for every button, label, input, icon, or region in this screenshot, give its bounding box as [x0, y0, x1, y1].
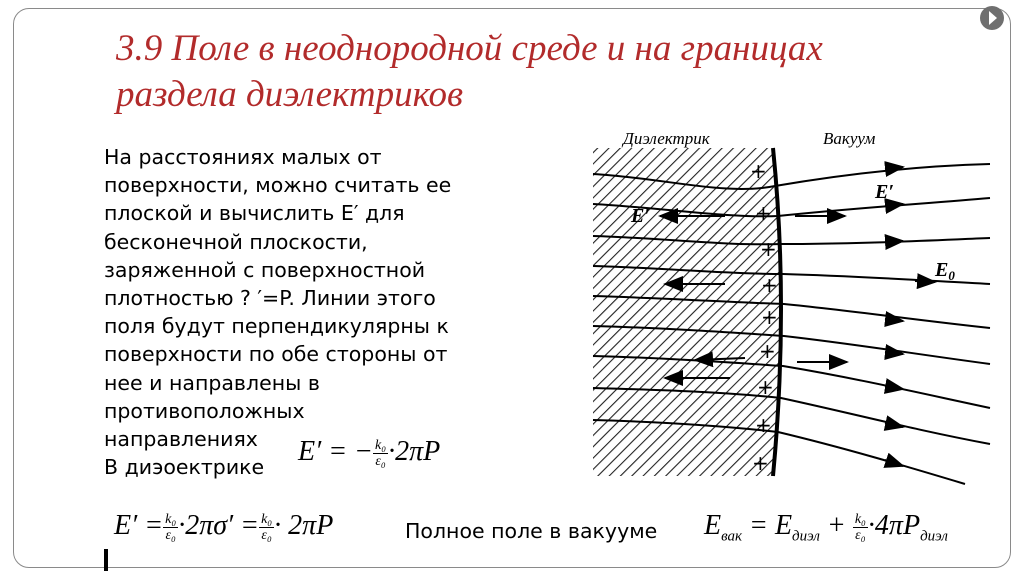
fraction: [373, 438, 388, 469]
label-e-prime-vacuum: E′: [875, 181, 894, 203]
formula-dielectric: [114, 510, 333, 543]
label-e0: [934, 259, 955, 283]
denominator: ε₀: [375, 454, 386, 470]
numerator: k₀: [375, 438, 387, 454]
plus-sign: +: [819, 510, 853, 541]
formula-e-prime: [298, 436, 440, 469]
charge-plus: +: [757, 375, 774, 399]
charge-plus: +: [755, 413, 772, 437]
charge-plus: +: [761, 305, 778, 329]
text-cursor-mark: [104, 549, 108, 571]
formula-rhs: ·4πP: [867, 510, 921, 541]
formula-lhs: E′ =: [114, 510, 164, 541]
formula-rhs: · 2πP: [274, 510, 334, 541]
e0-subscript: 0: [948, 268, 955, 283]
subscript: вак: [721, 528, 743, 545]
dielectric-region: [593, 148, 781, 476]
charge-plus: +: [761, 273, 778, 297]
e0-letter: E: [935, 259, 949, 281]
title-line-1: 3.9 Поле в неоднородной среде и на границах: [116, 28, 823, 69]
subscript: диэл: [792, 528, 820, 545]
formula-lhs: E: [704, 510, 722, 541]
slide-title: [116, 26, 936, 118]
charge-plus: +: [760, 237, 777, 261]
formula-eq: = E: [742, 510, 793, 541]
formula-rhs: ·2πP: [388, 436, 441, 467]
subscript: диэл: [920, 528, 948, 545]
charge-plus: +: [755, 201, 772, 225]
label-e-prime-dielectric: E′: [631, 205, 650, 227]
fraction: [259, 512, 274, 543]
numerator: k₀: [261, 512, 273, 528]
charge-plus: +: [759, 339, 776, 363]
next-slide-icon: [989, 11, 997, 25]
body-text: На расстояниях малых от поверхности, можно считать ее плоской и вычислить E′ для бесконечной плоскости, заряженной с поверхностной плотностью ? ′=P. Линии этого поля будут перпендикулярны к поверхности по обе стороны от нее и направлены в противоположных направлениях В диэоектрике: [104, 145, 452, 480]
numerator: k₀: [165, 512, 177, 528]
formula-lhs: E′ = −: [298, 436, 374, 467]
charge-plus: +: [752, 451, 769, 475]
title-line-2: раздела диэлектриков: [116, 74, 464, 115]
full-field-label: Полное поле в вакууме: [405, 519, 658, 543]
field-diagram: [585, 126, 995, 492]
label-vacuum: Вакуум: [823, 129, 876, 148]
formula-vacuum: [704, 510, 948, 546]
label-dielectric: Диэлектрик: [623, 129, 710, 148]
denominator: ε₀: [165, 528, 176, 544]
denominator: ε₀: [261, 528, 272, 544]
next-slide-button[interactable]: [980, 6, 1004, 30]
numerator: k₀: [854, 512, 866, 528]
charge-plus: +: [750, 159, 767, 183]
fraction: [163, 512, 178, 543]
formula-mid: ·2πσ′ =: [178, 510, 260, 541]
denominator: ε₀: [855, 528, 866, 544]
fraction: [853, 512, 868, 543]
